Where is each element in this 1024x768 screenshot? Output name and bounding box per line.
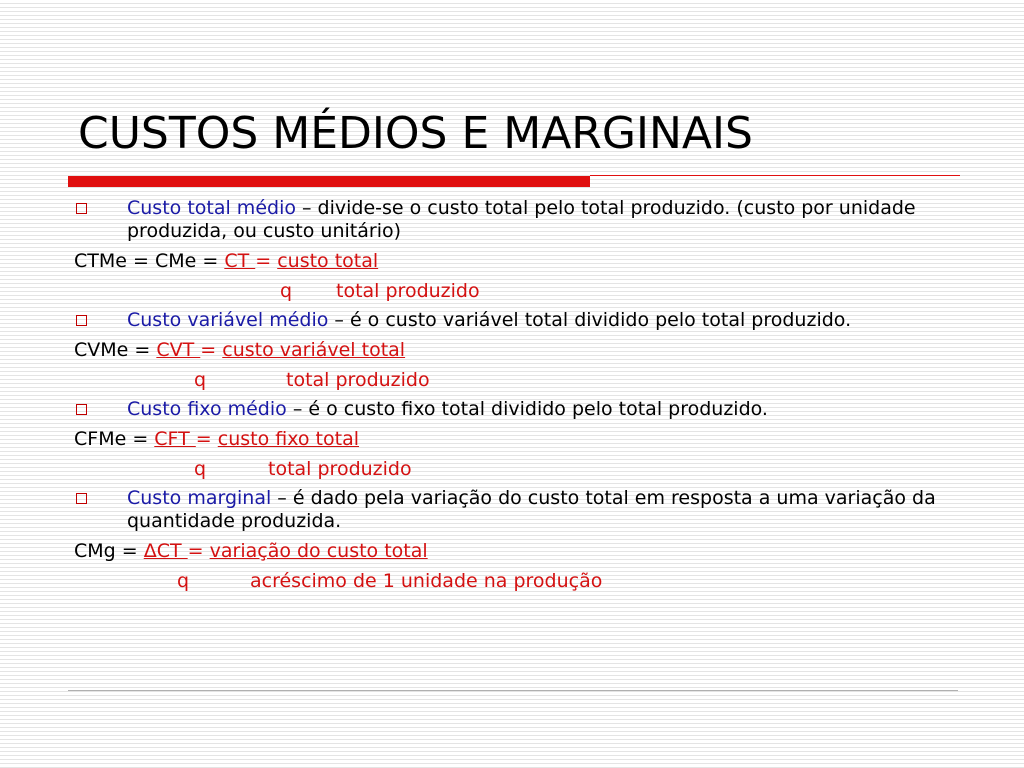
formula-numerator: CFT — [154, 428, 196, 450]
formula-numerator-text: custo total — [277, 250, 379, 272]
bullet-description: – divide-se o custo total pelo total produzido. (custo por unidade produzida, ou custo unitário) — [127, 197, 916, 242]
formula-numerator: CT — [224, 250, 256, 272]
formula-numerator-text: custo fixo total — [217, 428, 360, 450]
denominator-text: total produzido — [268, 458, 412, 480]
slide-title: CUSTOS MÉDIOS E MARGINAIS — [78, 108, 753, 159]
square-bullet-icon — [76, 493, 87, 504]
formula-line — [74, 339, 964, 362]
title-underline-thick — [68, 176, 590, 187]
formula-lhs: CMg = — [74, 540, 144, 562]
formula-lhs: CFMe = — [74, 428, 155, 450]
bullet-description: – é o custo fixo total dividido pelo total produzido. — [286, 398, 768, 420]
title-underline-thin — [590, 175, 960, 176]
formula-line — [74, 540, 964, 563]
slide-body — [74, 197, 964, 593]
denominator-symbol: q — [177, 570, 190, 592]
formula-denominator-line — [74, 458, 964, 481]
footer-divider — [68, 690, 958, 691]
bullet-item — [74, 398, 964, 421]
formula-denominator-line — [74, 570, 964, 593]
bullet-item — [74, 487, 964, 533]
formula-numerator: CVT — [156, 339, 201, 361]
denominator-symbol: q — [194, 369, 207, 391]
formula-equals: = — [255, 250, 278, 272]
bullet-term: Custo total médio — [127, 197, 296, 219]
bullet-item — [74, 197, 964, 243]
formula-equals: = — [200, 339, 223, 361]
bullet-term: Custo marginal — [127, 487, 272, 509]
square-bullet-icon — [76, 404, 87, 415]
formula-denominator-line — [74, 280, 964, 303]
bullet-term: Custo variável médio — [127, 309, 329, 331]
formula-lhs: CVMe = — [74, 339, 157, 361]
formula-lhs: CTMe = CMe = — [74, 250, 225, 272]
bullet-description: – é o custo variável total dividido pelo total produzido. — [328, 309, 852, 331]
formula-numerator-text: custo variável total — [222, 339, 406, 361]
bullet-item — [74, 309, 964, 332]
denominator-symbol: q — [280, 280, 293, 302]
formula-numerator-text: variação do custo total — [209, 540, 428, 562]
square-bullet-icon — [76, 203, 87, 214]
square-bullet-icon — [76, 315, 87, 326]
bullet-term: Custo fixo médio — [127, 398, 287, 420]
formula-numerator: ΔCT — [143, 540, 188, 562]
denominator-symbol: q — [194, 458, 207, 480]
bullet-description: – é dado pela variação do custo total em resposta a uma variação da quantidade produzida. — [127, 487, 936, 532]
denominator-text: total produzido — [286, 369, 430, 391]
formula-denominator-line — [74, 369, 964, 392]
formula-equals: = — [187, 540, 210, 562]
denominator-text: acréscimo de 1 unidade na produção — [250, 570, 603, 592]
formula-equals: = — [195, 428, 218, 450]
formula-line — [74, 250, 964, 273]
formula-line — [74, 428, 964, 451]
denominator-text: total produzido — [336, 280, 480, 302]
